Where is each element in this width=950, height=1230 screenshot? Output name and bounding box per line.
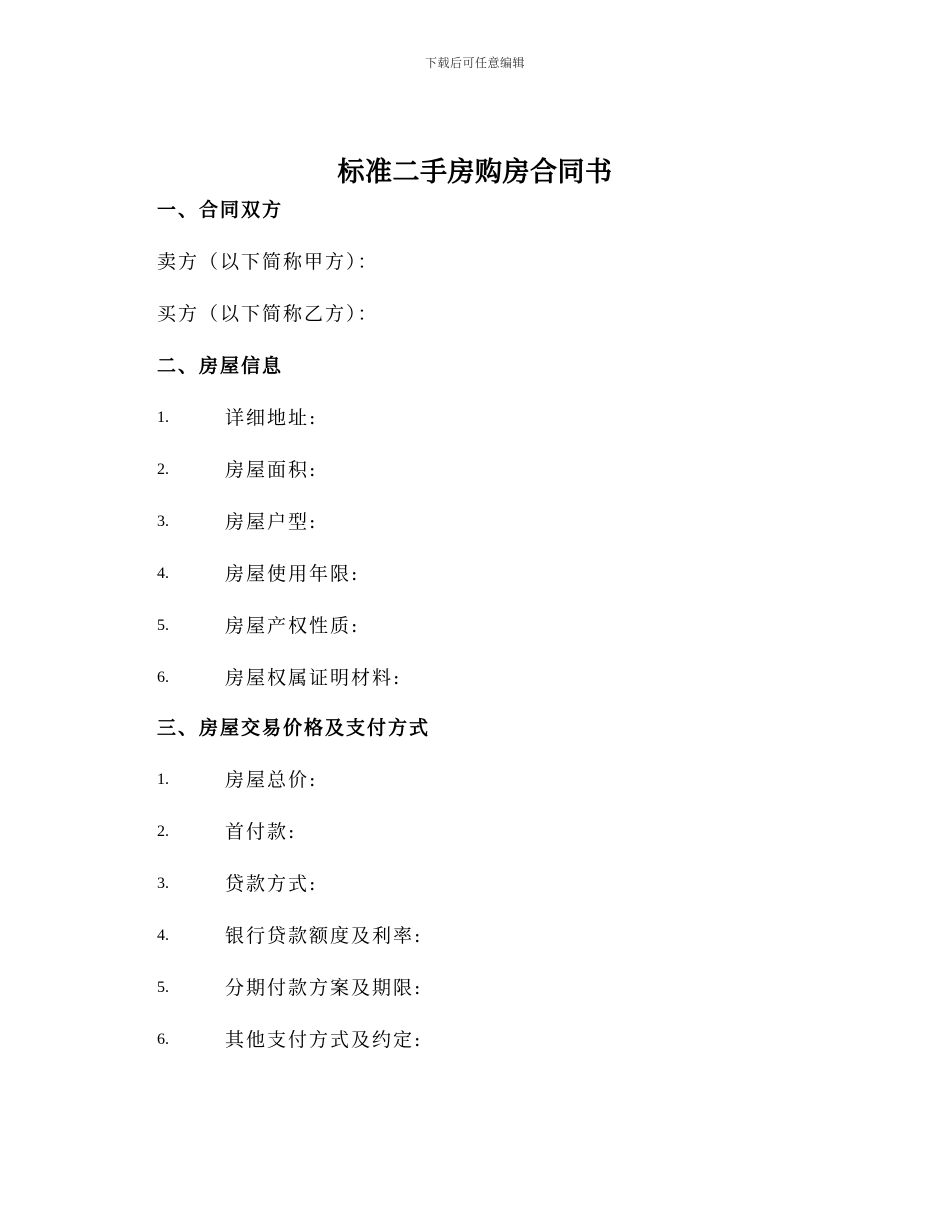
item-text: 房屋面积: xyxy=(225,459,318,481)
item-text: 银行贷款额度及利率: xyxy=(225,925,423,947)
item-number: 6. xyxy=(157,1031,169,1048)
item-number: 5. xyxy=(157,617,169,634)
item-number: 4. xyxy=(157,565,169,582)
item-text: 贷款方式: xyxy=(225,873,318,895)
section-2-heading: 二、房屋信息 xyxy=(157,355,284,377)
item-text: 房屋权属证明材料: xyxy=(225,667,402,689)
item-text: 房屋产权性质: xyxy=(225,615,360,637)
item-number: 1. xyxy=(157,409,169,426)
document-title: 标准二手房购房合同书 xyxy=(337,157,613,188)
section-1-heading: 一、合同双方 xyxy=(157,199,284,221)
item-number: 6. xyxy=(157,669,169,686)
item-number: 3. xyxy=(157,513,169,530)
item-text: 其他支付方式及约定: xyxy=(225,1029,423,1051)
item-text: 房屋总价: xyxy=(225,769,318,791)
section-3-heading: 三、房屋交易价格及支付方式 xyxy=(157,717,431,739)
item-number: 3. xyxy=(157,875,169,892)
item-text: 房屋户型: xyxy=(225,511,318,533)
item-number: 4. xyxy=(157,927,169,944)
item-text: 分期付款方案及期限: xyxy=(225,977,423,999)
seller-line: 卖方（以下简称甲方）： xyxy=(157,251,379,273)
header-note: 下载后可任意编辑 xyxy=(424,56,525,70)
item-text: 房屋使用年限: xyxy=(225,563,360,585)
item-number: 5. xyxy=(157,979,169,996)
item-number: 2. xyxy=(157,461,169,478)
item-text: 首付款: xyxy=(225,821,297,843)
buyer-line: 买方（以下简称乙方）： xyxy=(157,303,379,325)
item-number: 1. xyxy=(157,771,169,788)
item-text: 详细地址: xyxy=(225,407,318,429)
item-number: 2. xyxy=(157,823,169,840)
